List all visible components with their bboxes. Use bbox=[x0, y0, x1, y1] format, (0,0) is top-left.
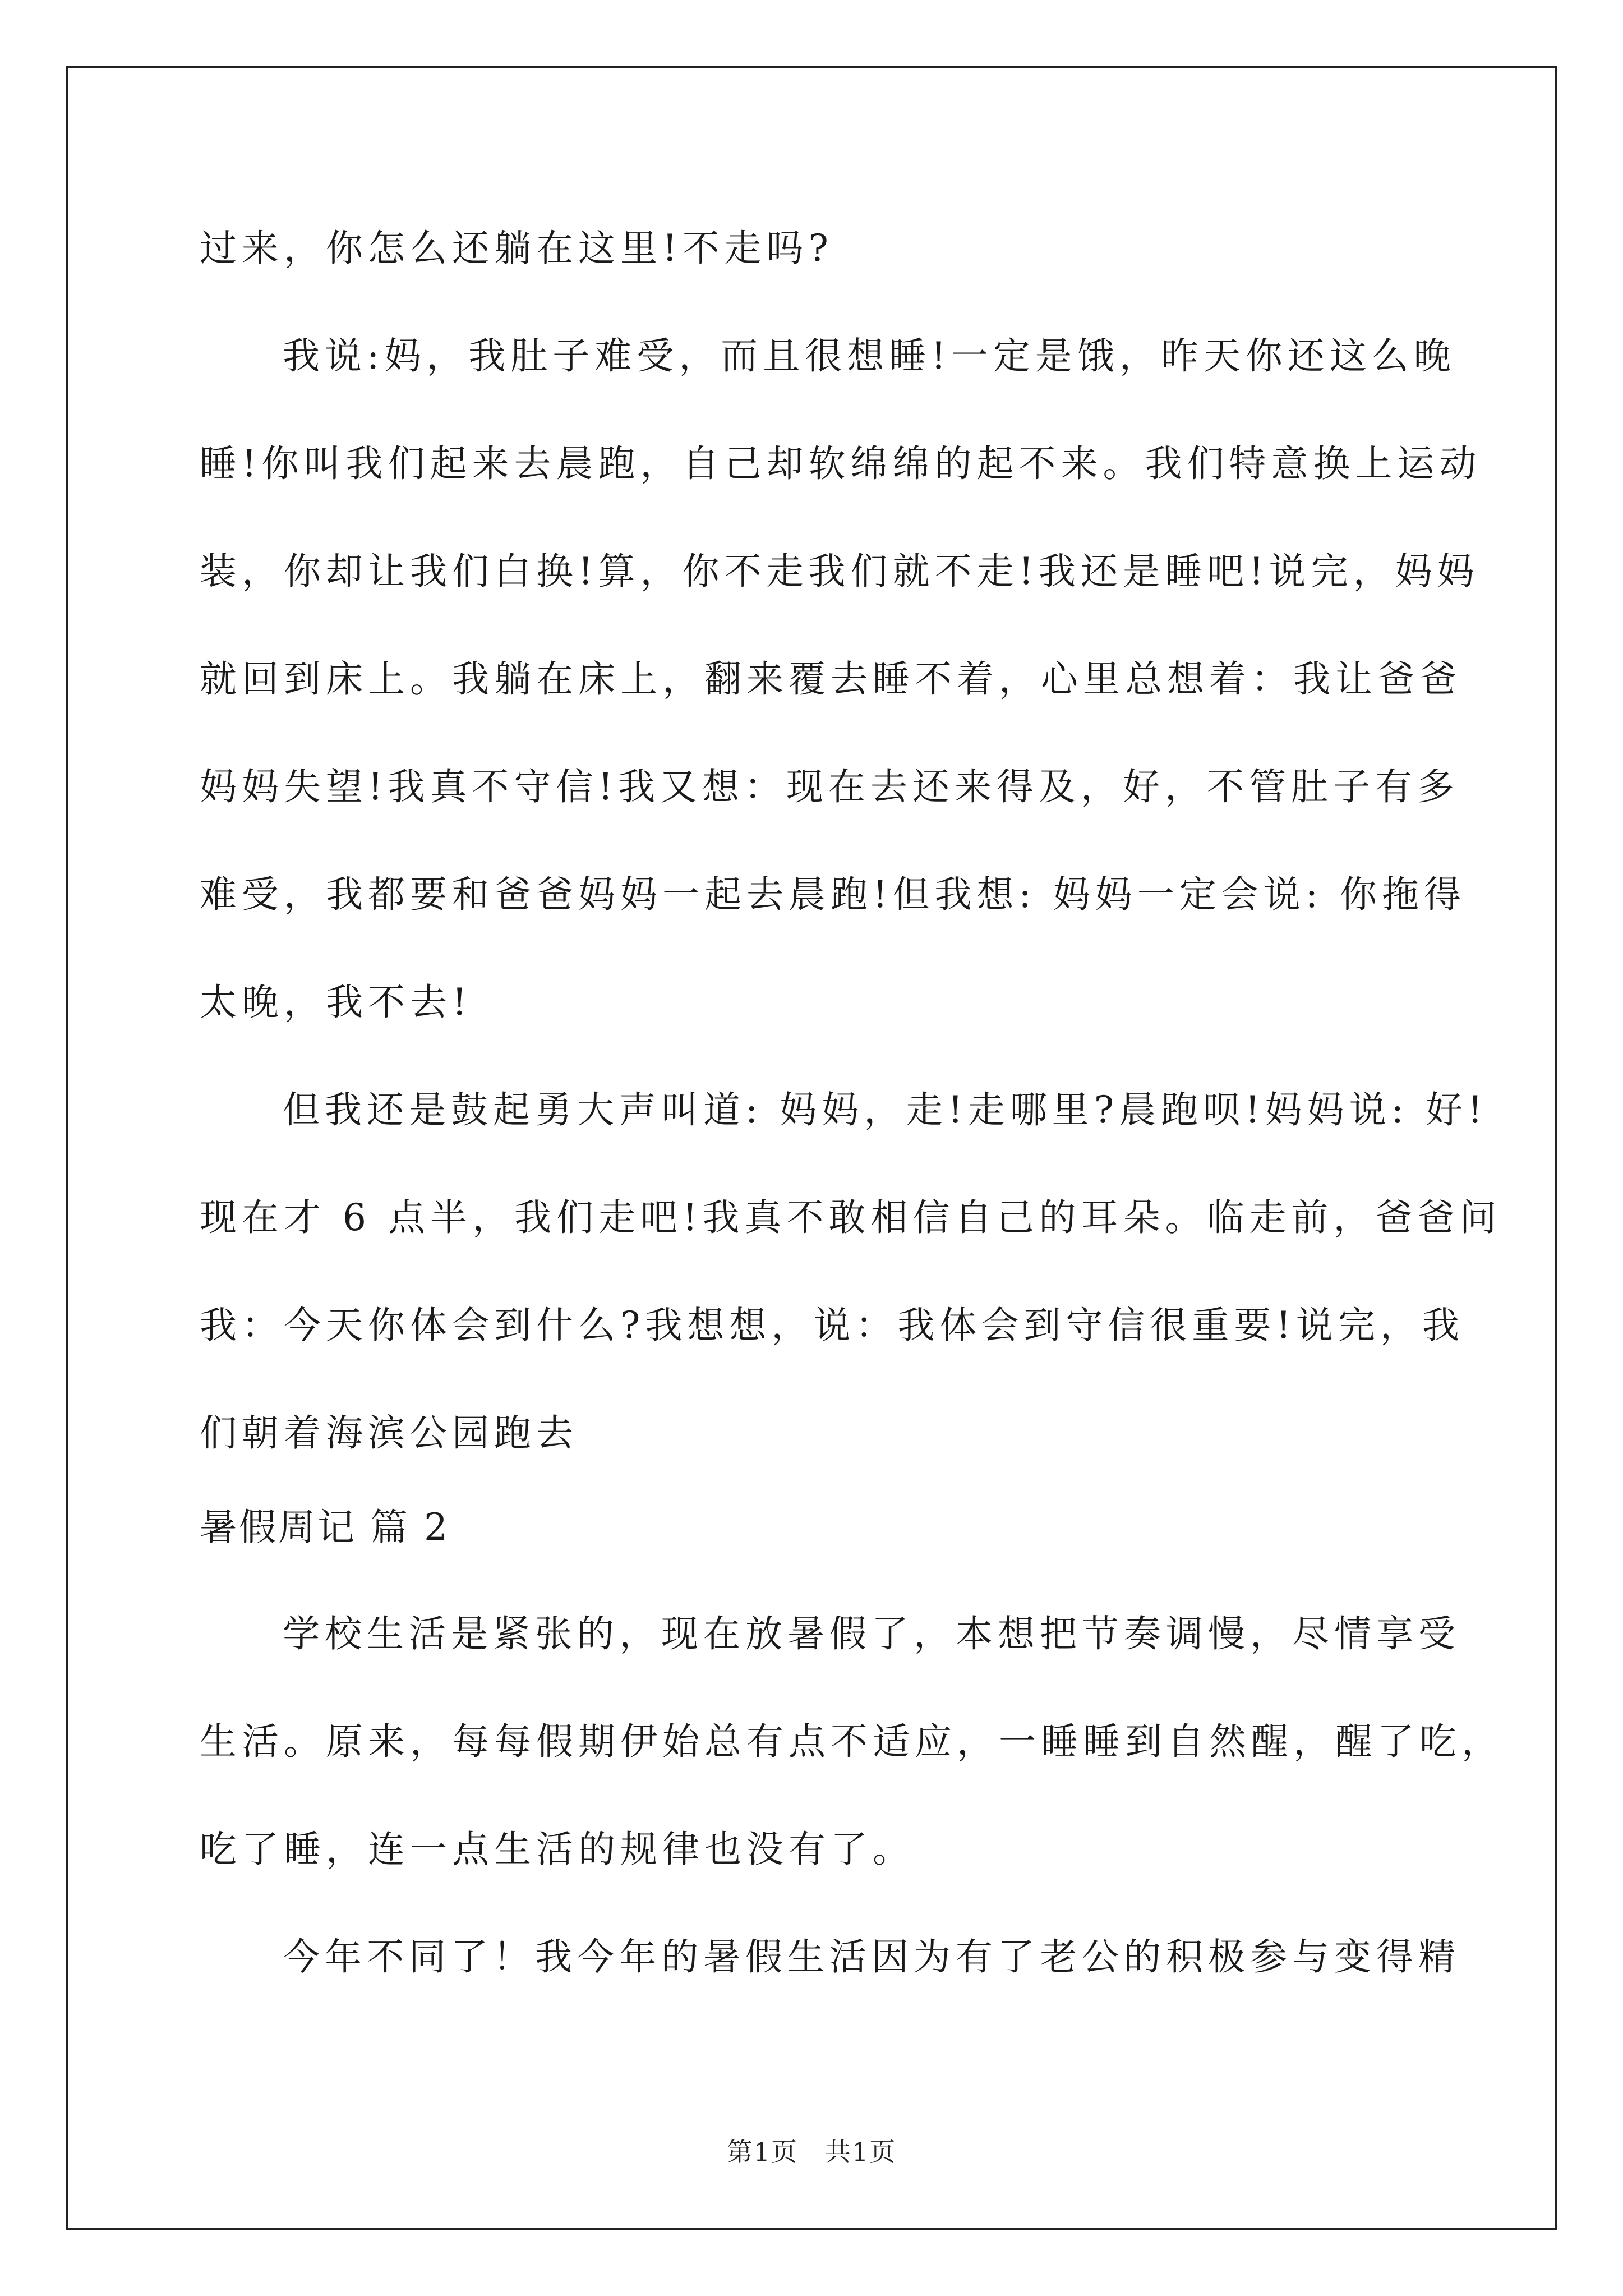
text-line: 我：今天你体会到什么?我想想，说：我体会到守信很重要!说完，我 bbox=[200, 1304, 1464, 1347]
text-line: 难受，我都要和爸爸妈妈一起去晨跑!但我想: 妈妈一定会说: 你拖得 bbox=[200, 873, 1466, 916]
paragraph-start: 但我还是鼓起勇大声叫道: 妈妈，走!走哪里?晨跑呗!妈妈说: 好! bbox=[283, 1088, 1488, 1131]
paragraph-start: 今年不同了！我今年的暑假生活因为有了老公的积极参与变得精 bbox=[283, 1935, 1460, 1978]
text-line: 睡!你叫我们起来去晨跑，自己却软绵绵的起不来。我们特意换上运动 bbox=[200, 442, 1482, 485]
section-heading: 暑假周记 篇 2 bbox=[200, 1506, 450, 1549]
paragraph-start: 我说:妈，我肚子难受，而且很想睡!一定是饿，昨天你还这么晚 bbox=[283, 334, 1456, 378]
text-line: 们朝着海滨公园跑去 bbox=[200, 1411, 578, 1455]
text-line: 妈妈失望!我真不守信!我又想：现在去还来得及，好，不管肚子有多 bbox=[200, 765, 1460, 808]
text-line: 生活。原来，每每假期伊始总有点不适应，一睡睡到自然醒，醒了吃， bbox=[200, 1720, 1504, 1763]
paragraph-start: 学校生活是紧张的，现在放暑假了，本想把节奏调慢，尽情享受 bbox=[283, 1612, 1460, 1655]
page-footer: 第1页 共1页 bbox=[726, 2137, 897, 2167]
text-line: 太晚，我不去! bbox=[200, 981, 472, 1024]
text-line: 吃了睡，连一点生活的规律也没有了。 bbox=[200, 1828, 915, 1871]
text-line: 现在才 6 点半，我们走吧!我真不敢相信自己的耳朵。临走前，爸爸问 bbox=[200, 1196, 1502, 1239]
text-line: 就回到床上。我躺在床上，翻来覆去睡不着，心里总想着：我让爸爸 bbox=[200, 657, 1461, 701]
page-border bbox=[66, 66, 1557, 2230]
text-line: 过来，你怎么还躺在这里!不走吗? bbox=[200, 227, 833, 270]
text-line: 装，你却让我们白换!算，你不走我们就不走!我还是睡吧!说完，妈妈 bbox=[200, 550, 1479, 593]
